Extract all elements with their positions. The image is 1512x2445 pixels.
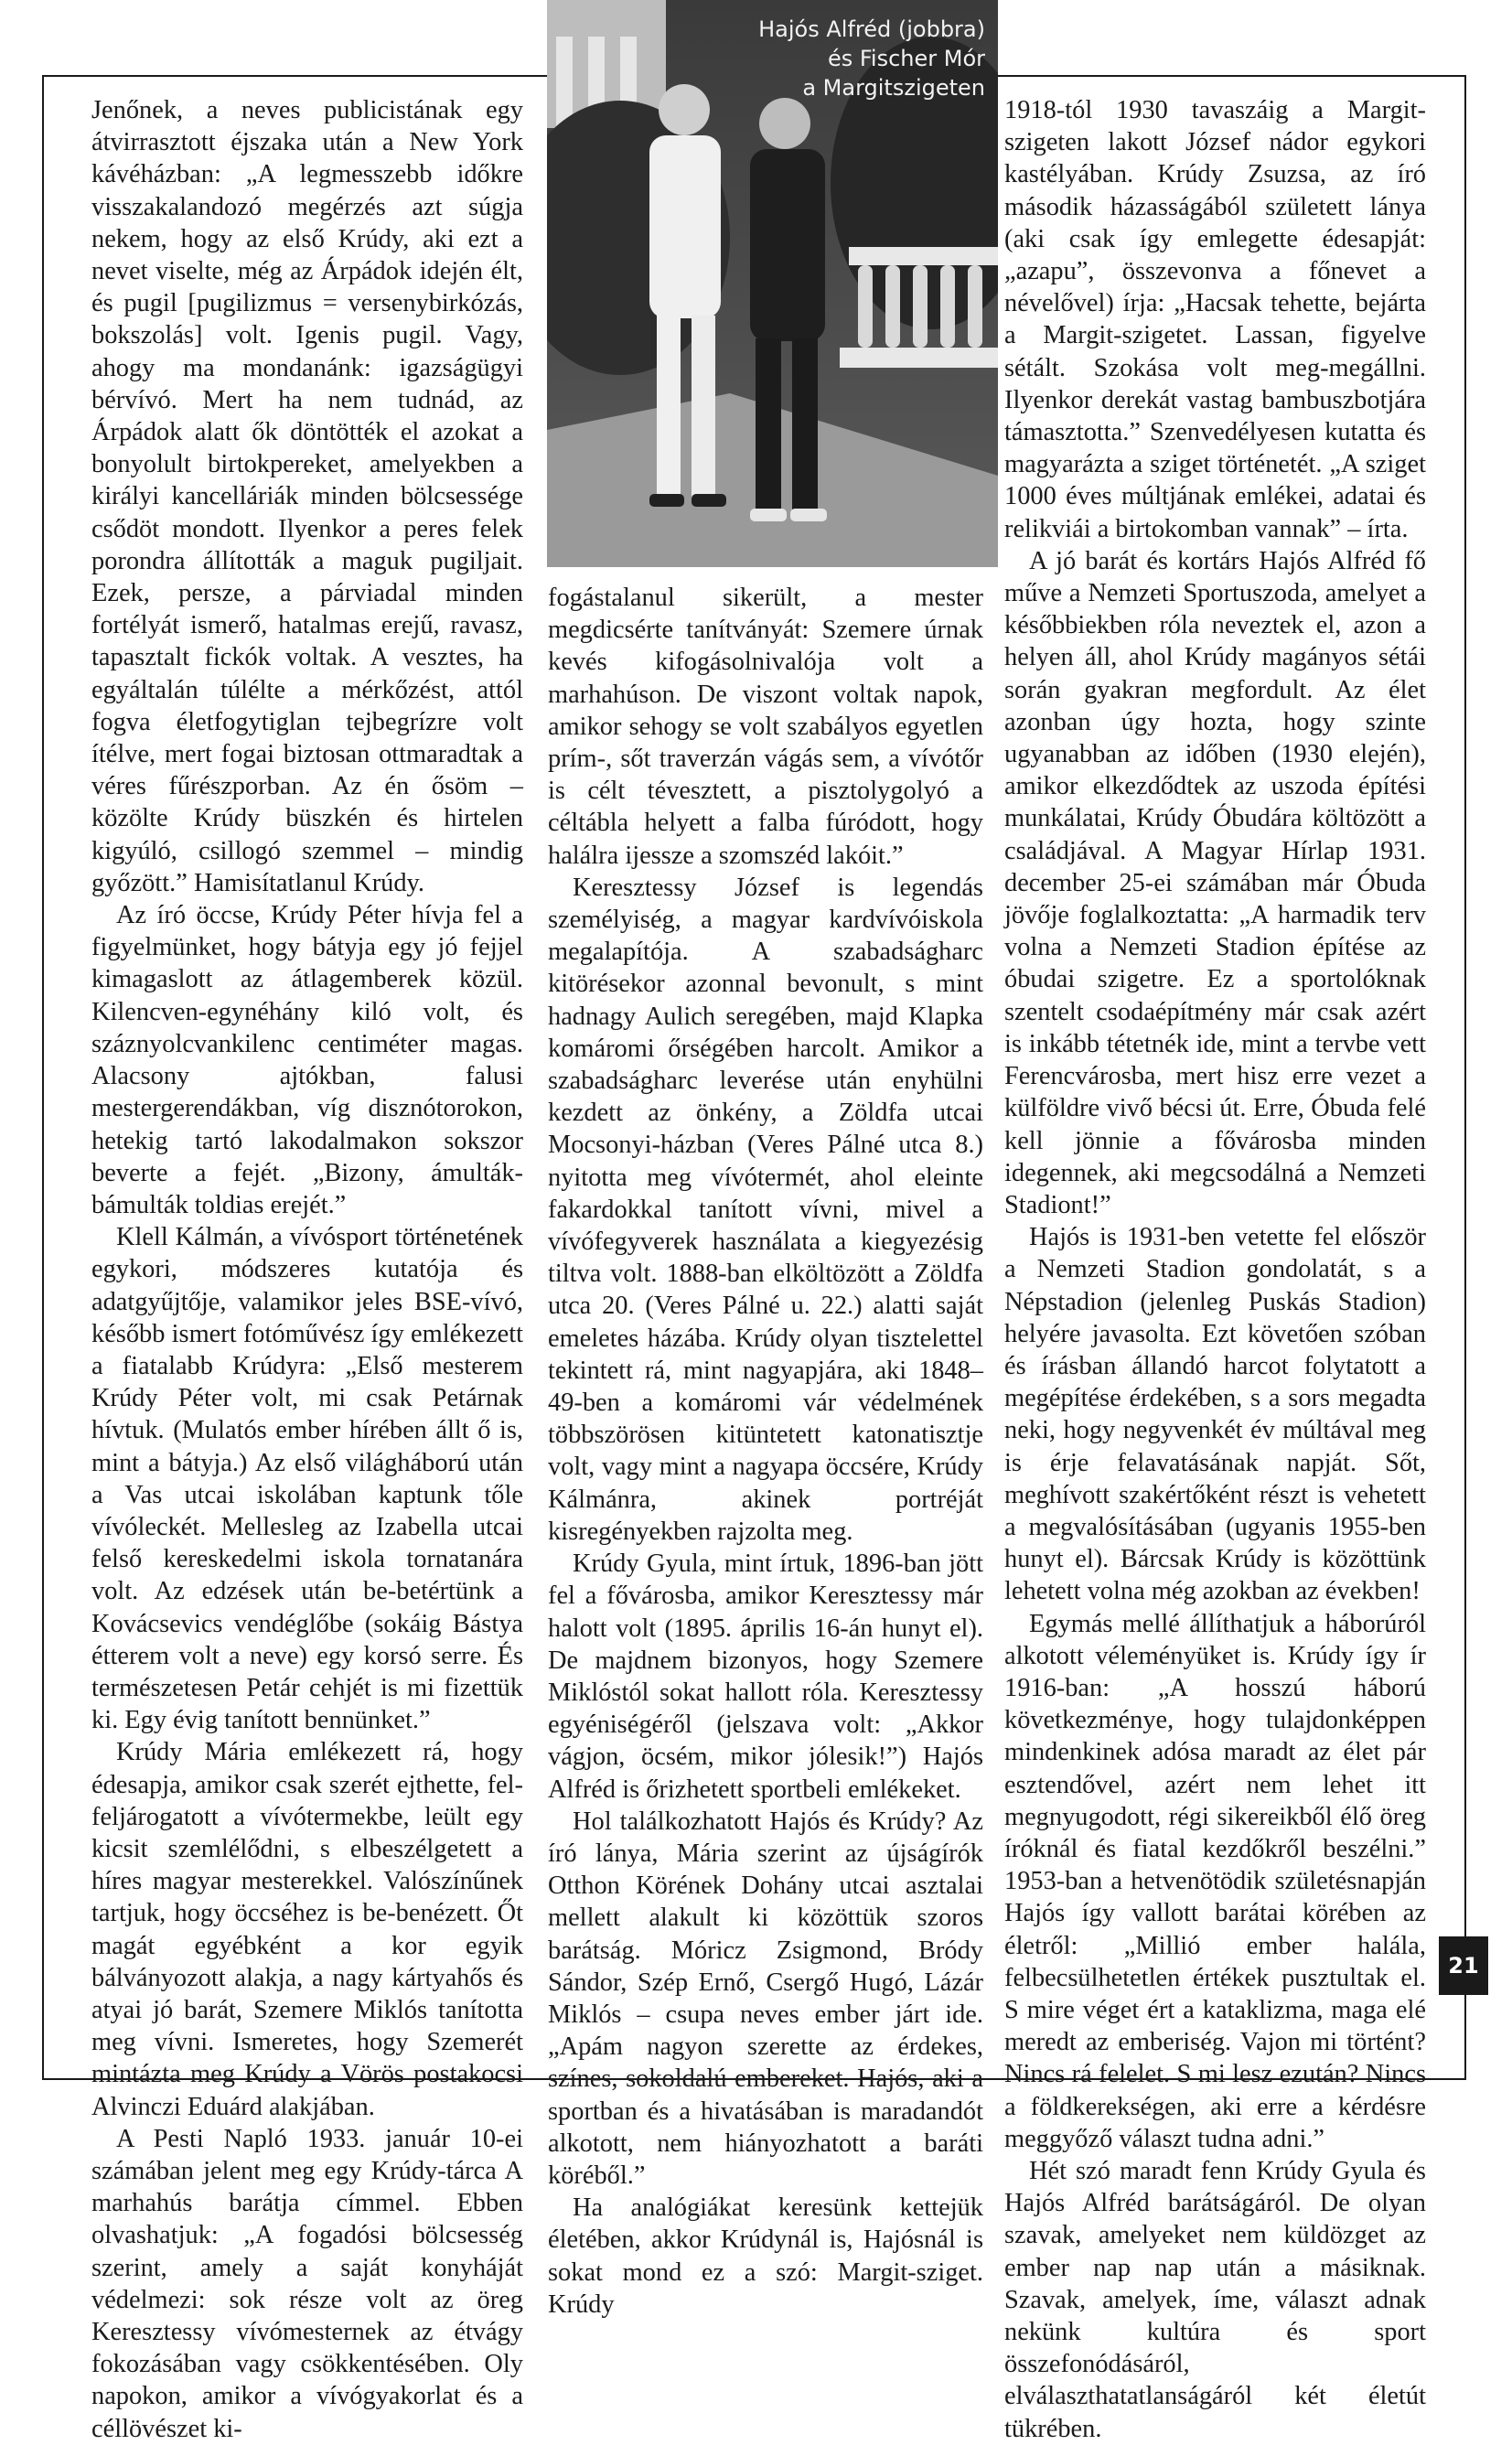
paragraph: Jenőnek, a neves publicistának egy átvirrasztott éjszaka után a New York kávéházban: „A legmesszebb időkre visszakalandozó megérzés azt súgja nekem, hogy az első Krúdy, aki ezt a nevet viselte, még az Árpádok idején élt, és pugil [pugilizmus = versenybirkózás, bokszolás] volt. Igenis pugil. Vagy, ahogy ma mondanánk: igazságügyi bérvívó. Mert ha nem tudnád, az Árpádok alatt ők döntötték el azokat a bonyolult birtokpereket, amelyekben a királyi kancelláriák minden bölcsessége csődöt mondott. Ilyenkor a peres felek porondra állították a maguk pugiljait. Ezek, persze, a párviadal minden fortélyát ismerő, hatalmas erejű, ravasz, tapasztalt fickók voltak. A vesztes, ha egyáltalán túlélte a mérkőzést, attól fogva életfogytiglan tejbegrízre volt ítélve, mert fogai biztosan ottmaradtak a véres fűrészporban. Az én ősöm – közölte Krúdy büszkén és hirtelen kigyúló, csillogó szemmel – mindig győzött.” Hamisítatlanul Krúdy. <box>91 96 523 897</box>
paragraph: A Pesti Napló 1933. január 10-ei számában jelent meg egy Krúdy-tárca A marhahús barátja címmel. Ebben olvashatjuk: „A fogadósi bölcsesség szerint, amely a saját konyháját védelmezi: sok része volt az öreg Keresztessy vívómesternek az étvágy fokozásában vagy csökkentésében. Oly napokon, amikor a vívógyakorlat és a céllövészet ki- <box>91 2124 523 2443</box>
paragraph: Hajós is 1931-ben vetette fel először a Nemzeti Stadion gondolatát, s a Népstadion (jelenleg Puskás Stadion) helyére javasolta. Ezt követően szóban és írásban állandó harcot folytatott a megépítése érdekében, s a sors megadta neki, hogy negyvenkét év múltával meg is érje felavatásának napját. Sőt, meghívott szakértőként részt is vehetett a megvalósításában (ugyanis 1955-ben hunyt el). Bárcsak Krúdy is közöttünk lehetett volna még azokban az években! <box>1004 1223 1426 1606</box>
paragraph: Keresztessy József is legendás személyiség, a magyar kardvívóiskola megalapítója. A szabadságharc kitörésekor azonnal bevonult, s mint hadnagy Aulich seregében, majd Klapka komáromi őrségében harcolt. Amikor a szabadságharc leverése után enyhülni kezdett az önkény, a Zöldfa utcai Mocsonyi-házban (Veres Pálné utca 8.) nyitotta meg vívótermét, ahol eleinte fakardokkal tanított vívni, mivel a vívófegyverek használata a kiegyezésig tiltva volt. 1888-ban elköltözött a Zöldfa utca 20. (Veres Pálné u. 22.) alatti saját emeletes házába. Krúdy olyan tisztelettel tekintett rá, mint nagyapjára, aki 1848–49-ben a komáromi vár védelmének többszörösen kitüntetett katonatisztje volt, vagy mint a nagyapa öccsére, Krúdy Kálmánra, akinek portréját kisregényekben rajzolta meg. <box>548 873 983 1546</box>
paragraph: Hét szó maradt fenn Krúdy Gyula és Hajós Alfréd barátságáról. De olyan szavak, amelyeket nem küldözget az ember nap nap után a másiknak. Szavak, amelyek, íme, választ adnak nekünk kultúra és sport összefonódásáról, elválaszthatatlanságáról két életút tükrében. <box>1004 2157 1426 2443</box>
paragraph: A jó barát és kortárs Hajós Alfréd fő műve a Nemzeti Sportuszoda, amelyet a későbbiekben róla neveztek el, azon a helyen áll, ahol Krúdy magányos sétái során gyakran megfordult. Az élet azonban úgy hozta, hogy szinte ugyanabban az időben (1930 elején), amikor elkezdődtek az uszoda építési munkálatai, Krúdy Óbudára költözött a családjával. A Magyar Hírlap 1931. december 25-ei számában már Óbuda jövője foglalkoztatta: „A harmadik terv volna a Nemzeti Stadion építése az óbudai szigetre. Ez a sportolóknak szentelt csodaépítmény már csak azért is inkább tétetnék ide, mint a tervbe vett Ferencvárosba, mert hisz erre vezet a külföldre vivő bécsi út. Erre, Óbuda felé kell jönnie a fővárosba minden idegennek, aki megcsodálná a Nemzeti Stadiont!” <box>1004 546 1426 1219</box>
photo-hajos-fischer <box>547 0 998 567</box>
photo-caption <box>758 15 985 102</box>
caption-line: és Fischer Mór <box>827 46 985 71</box>
paragraph: 1918-tól 1930 tavaszáig a Margit-szigeten lakott József nádor egykori kastélyában. Krúdy Zsuzsa, az író második házasságából született lánya (aki csak így emlegette édesapját: „azapu”, összevonva a főnevet a névelővel) írja: „Hacsak tehette, bejárta a Margit-szigetet. Lassan, figyelve sétált. Szokása volt meg-megállni. Ilyenkor derekát vastag bambuszbotjára támasztotta.” Szenvedélyesen kutatta és magyarázta a sziget történetét. „A sziget 1000 éves múltjának emlékei, adatai és relikviái a birtokomban vannak” – írta. <box>1004 96 1426 543</box>
text-column-2 <box>548 582 983 2321</box>
top-rule-left <box>42 75 547 77</box>
right-border <box>1464 75 1466 2079</box>
paragraph: fogástalanul sikerült, a mester megdicsérte tanítványát: Szemere úrnak kevés kifogásolnivalója volt a marhahúson. De viszont voltak napok, amikor sehogy se volt szabályos egyetlen prím-, sőt traverzán vágás sem, a vívótőr is célt tévesztett, a pisztolygolyó a céltábla helyett a falba fúródott, hogy halálra ijessze a szomszéd lakóit.” <box>548 584 983 870</box>
paragraph: Egymás mellé állíthatjuk a háborúról alkotott véleményüket is. Krúdy így ír 1916-ban: „A hosszú háború következménye, hogy tulajdonképpen mindenkinek adósa maradt az élet pár esztendővel, azért nem lehet itt megnyugodott, régi sikereikből élő öreg íróknál és fiatal kezdőkről beszélni.” 1953-ban a hetvenötödik születésnapján Hajós így vallott barátai körében az életről: „Millió ember halála, felbecsülhetetlen értékek pusztultak el. S mire véget ért a kataklizma, maga elé meredt az emberiség. Vajon mi történt? Nincs rá felelet. S mi lesz ezután? Nincs a földkerekségen, aki erre a kérdésre meggyőző választ tudna adni.” <box>1004 1609 1426 2153</box>
page-number: 21 <box>1439 1936 1488 1995</box>
top-rule-right <box>998 75 1466 77</box>
paragraph: Ha analógiákat keresünk kettejük életében, akkor Krúdynál is, Hajósnál is sokat mond ez a szó: Margit-sziget. Krúdy <box>548 2193 983 2319</box>
text-column-1 <box>91 94 523 2445</box>
paragraph: Hol találkozhatott Hajós és Krúdy? Az író lánya, Mária szerint az újságírók Otthon Körének Dohány utcai asztalai mellett alakult ki közöttük szoros barátság. Móricz Zsigmond, Bródy Sándor, Szép Ernő, Csergő Hugó, Lázár Miklós – csupa neves ember járt ide. „Apám nagyon szerette az érdekes, színes, sokoldalú embereket. Hajós, aki a sportban és a hivatásában is maradandót alkotott, nem hiányozhatott a baráti köréből.” <box>548 1807 983 2190</box>
paragraph: Krúdy Gyula, mint írtuk, 1896-ban jött fel a fővárosba, amikor Keresztessy már halott volt (1895. április 16-án hunyt el). De majdnem bizonyos, hogy Szemere Miklóstól sokat hallott róla. Keresztessy egyéniségéről (jelszava volt: „Akkor vágjon, öcsém, mikor jólesik!”) Hajós Alfréd is őrizhetett sportbeli emlékeket. <box>548 1550 983 1804</box>
caption-line: Hajós Alfréd (jobbra) <box>758 16 985 42</box>
paragraph: Klell Kálmán, a vívósport történetének egykori, módszeres kutatója és adatgyűjtője, valamikor jeles BSE-vívó, később ismert fotóművész így emlékezett a fiatalabb Krúdyra: „Első mesterem Krúdy Péter volt, mi csak Petárnak hívtuk. (Mulatós ember hírében állt ő is, mint a bátyja.) Az első világháború után a Vas utcai iskolában kaptunk tőle vívóleckét. Mellesleg az Izabella utcai felső kereskedelmi iskola tornatanára volt. Az edzések után be-betértünk a Kovácsevics vendéglőbe (sokáig Bástya étterem volt a neve) egy korsó serre. És természetesen Petár cehjét is mi fizettük ki. Egy évig tanított bennünket.” <box>91 1223 523 1735</box>
left-border <box>42 75 44 2079</box>
paragraph: Krúdy Mária emlékezett rá, hogy édesapja, amikor csak szerét ejthette, fel-feljárogatott a vívótermekbe, leült egy kicsit szemlélődni, s elbeszélgetett a híres magyar mesterekkel. Valószínűnek tartjuk, hogy öccséhez is be-benézett. Őt magát egyébként a kor egyik bálványozott alakja, a nagy kártyahős és atyai jó barát, Szemere Miklós tanította meg vívni. Ismeretes, hogy Szemerét mintázta meg Krúdy a Vörös postakocsi Alvinczi Eduárd alakjában. <box>91 1738 523 2121</box>
caption-line: a Margitszigeten <box>802 75 985 101</box>
text-column-3 <box>1004 94 1426 2445</box>
paragraph: Az író öccse, Krúdy Péter hívja fel a figyelmünket, hogy bátyja egy jó fejjel kimagaslott az átlagemberek közül. Kilencven-egynéhány kiló volt, és száznyolcvankilenc centiméter magas. Alacsony ajtókban, falusi mestergerendákban, víg disznótorokon, hetekig tartó lakodalmakon sokszor beverte a fejét. „Bizony, ámulták-bámulták toldias erejét.” <box>91 901 523 1219</box>
